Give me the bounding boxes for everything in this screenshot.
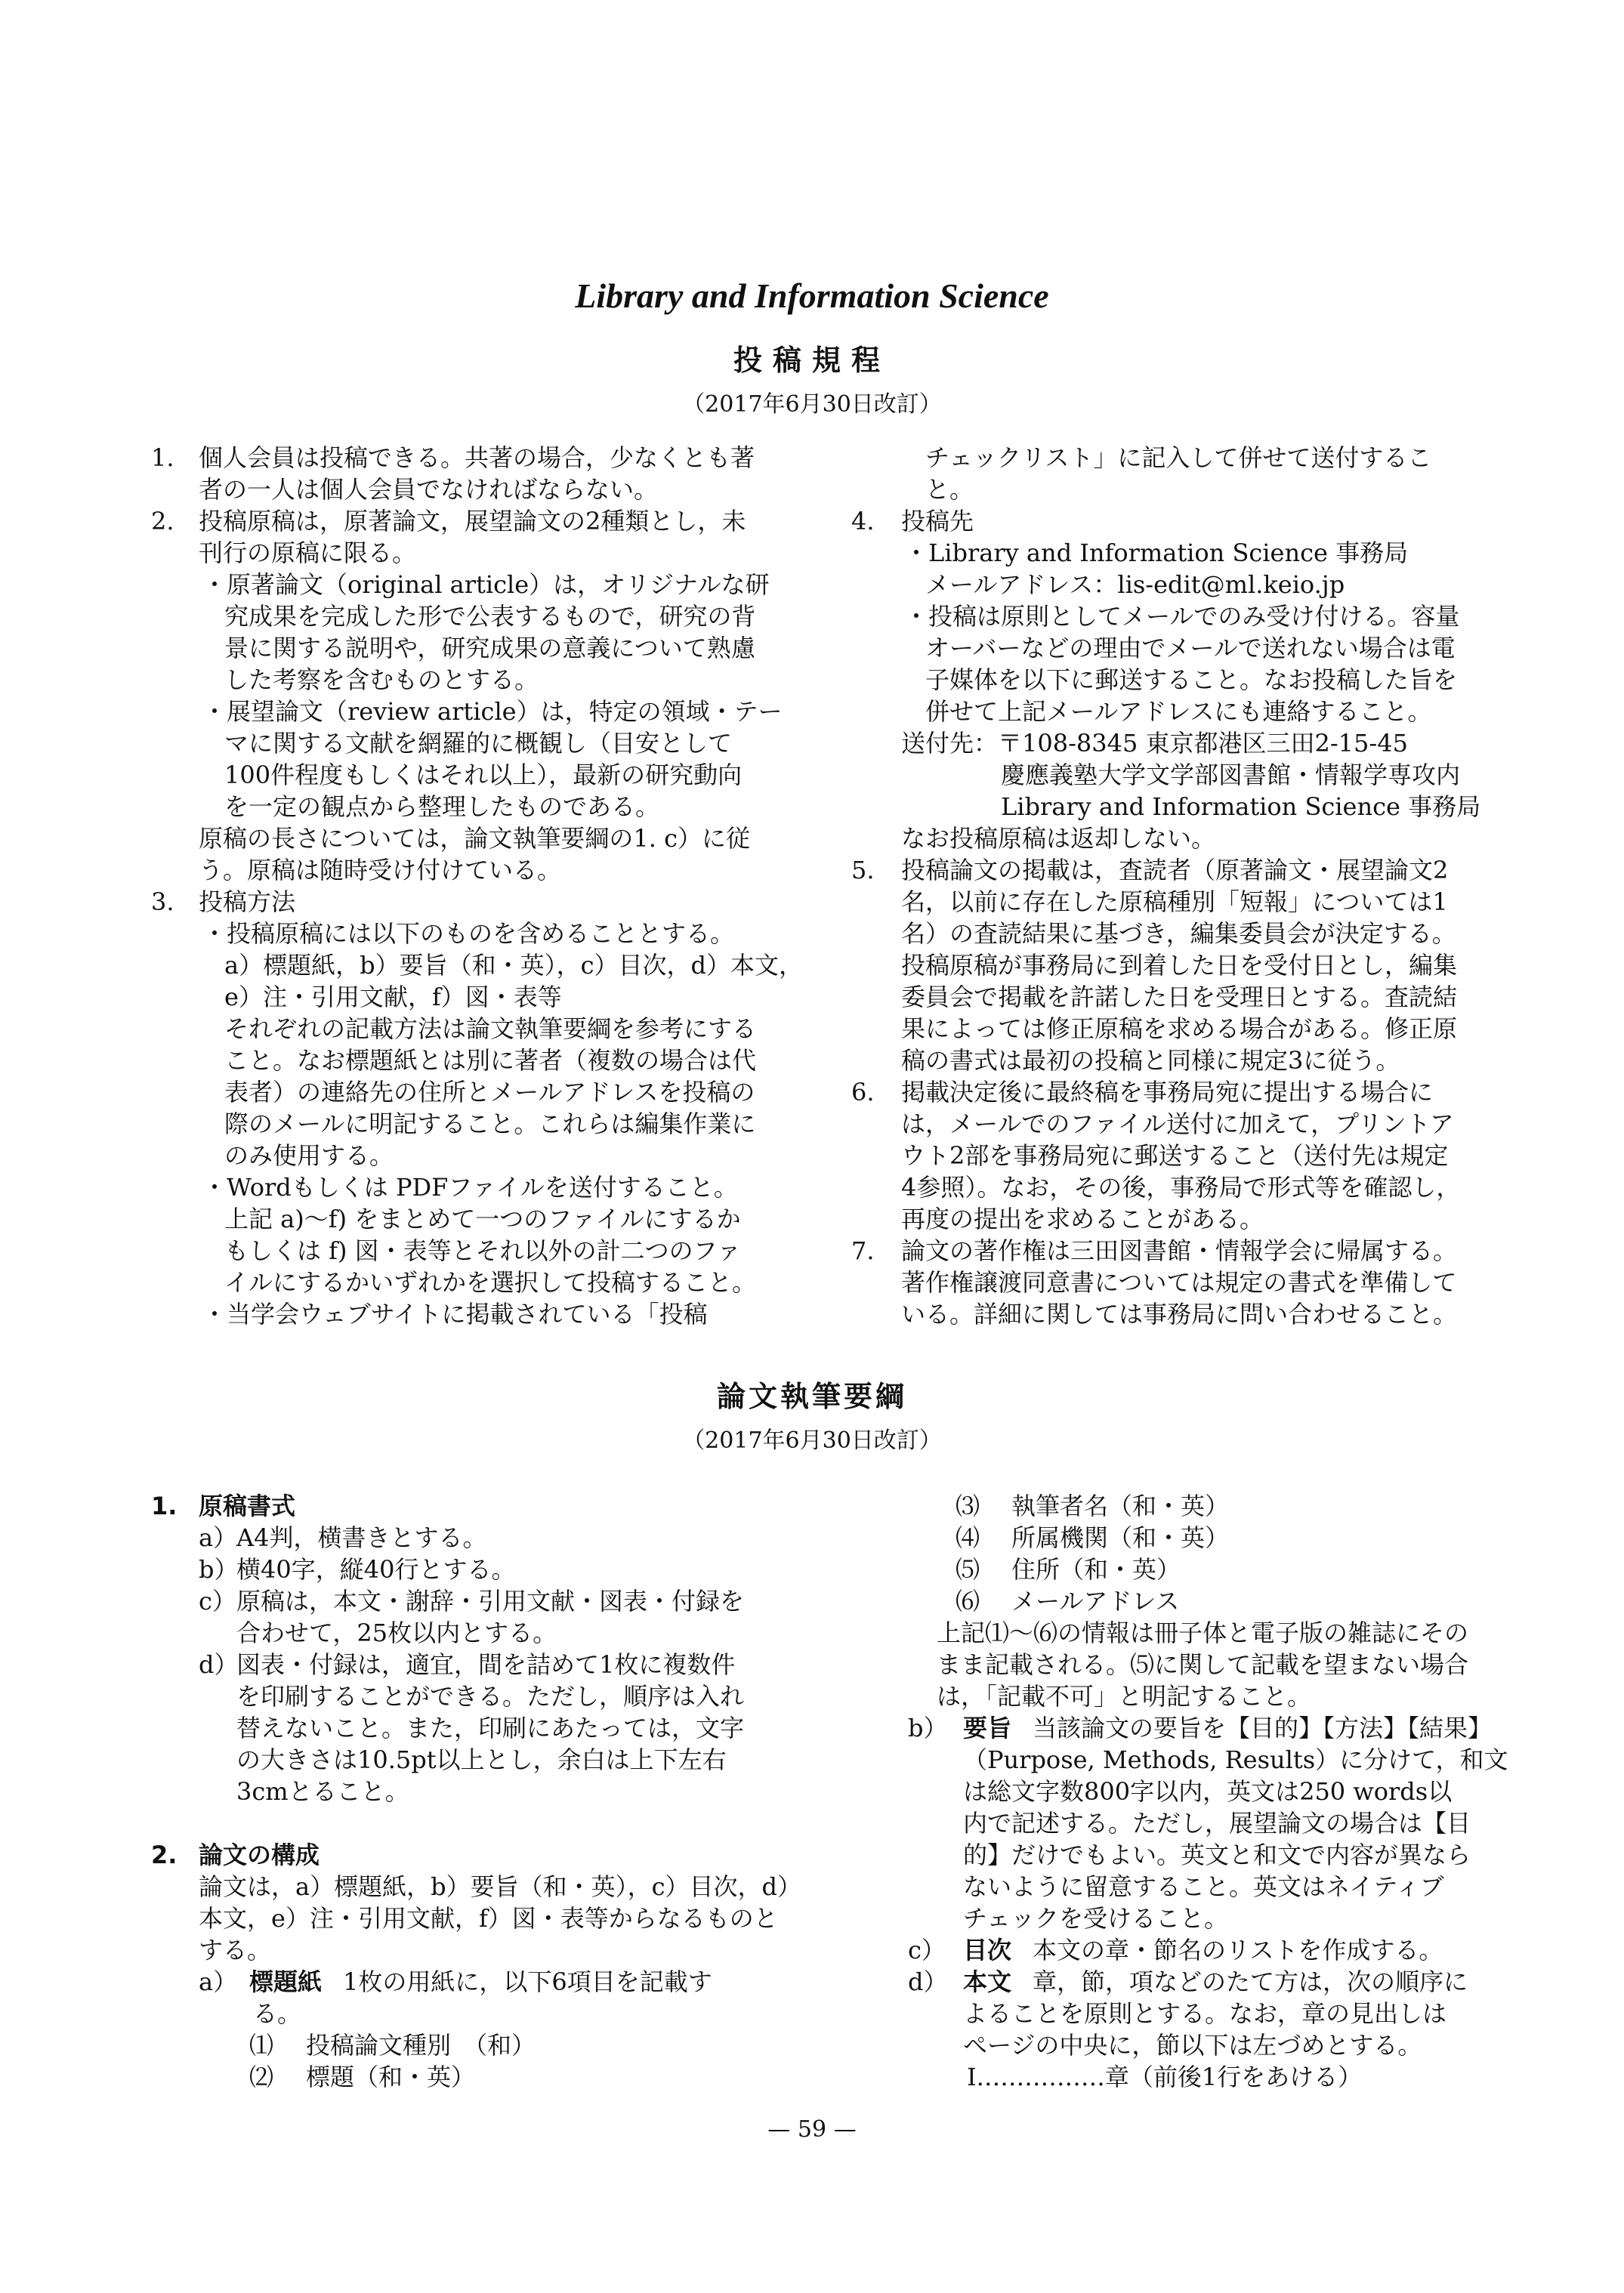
text-line [224, 1140, 394, 1171]
line-text: 際のメールに明記すること。これらは編集作業に [224, 1109, 756, 1138]
line-text: 投稿方法 [199, 887, 296, 916]
text-line [224, 1235, 741, 1267]
text-line [925, 569, 1345, 600]
text-line [224, 727, 732, 759]
text-line [236, 1554, 515, 1585]
text-line [901, 1140, 1448, 1171]
text-line [224, 664, 539, 696]
line-text: メールアドレス：lis-edit@ml.keio.jp [925, 570, 1345, 599]
line-text: 者の一人は個人会員でなければならない。 [199, 475, 659, 504]
text-line [925, 442, 1431, 474]
text-line [901, 1045, 1400, 1076]
guidelines-title: 論文執筆要綱 [716, 1380, 907, 1413]
text-line [236, 1712, 744, 1744]
text-line [1011, 1490, 1229, 1522]
line-text: 著作権譲渡同意書については規定の書式を準備して [901, 1268, 1457, 1297]
journal-title: Library and Information Science [575, 276, 1049, 315]
line-text: 委員会で掲載を許諾した日を受理日とする。査読結 [901, 983, 1458, 1011]
line-text: ウト2部を事務局宛に郵送すること（送付先は規定 [901, 1141, 1449, 1170]
text-line [199, 474, 658, 505]
text-line [901, 1076, 1433, 1108]
line-text: 内で記述する。ただし，展望論文の場合は【目 [963, 1809, 1471, 1838]
text-line [236, 1680, 744, 1712]
line-text: チェックリスト」に記入して併せて送付するこ [925, 443, 1432, 472]
term-label: 目次 [963, 1936, 1012, 1964]
text-line [901, 854, 1448, 886]
line-text: 所属機関（和・英） [1011, 1523, 1230, 1552]
text-line [904, 537, 1408, 569]
line-text: した考察を含むものとする。 [224, 665, 539, 694]
item-number: ⑹ [956, 1587, 980, 1616]
text-line [236, 1585, 744, 1617]
line-text: 投稿論文の掲載は，査読者（原著論文・展望論文2 [901, 856, 1449, 884]
line-text: 名，以前に存在した原稿種別「短報」については1 [901, 887, 1448, 916]
line-text: 執筆者名（和・英） [1011, 1492, 1230, 1520]
line-text: 投稿論文種別 （和） [306, 2031, 536, 2060]
text-line [224, 791, 659, 822]
line-text: 稿の書式は最初の投稿と同様に規定3に従う。 [901, 1046, 1400, 1075]
line-text: まま記載される。⑸に関して記載を望まない場合 [937, 1650, 1469, 1679]
text-line [904, 600, 1459, 632]
text-line [224, 949, 803, 981]
text-line [963, 1998, 1446, 2029]
text-line [236, 1522, 486, 1554]
line-text: する。 [199, 1936, 272, 1964]
line-text: いる。詳細に関しては事務局に問い合わせること。 [901, 1300, 1458, 1329]
item-number: 6. [851, 1078, 875, 1106]
item-number: d） [199, 1650, 239, 1679]
line-text: 投稿原稿は，原著論文，展望論文の2種類とし，未 [199, 507, 746, 535]
item-number: b） [199, 1555, 239, 1584]
text-line [199, 1871, 801, 1903]
line-text: なお投稿原稿は返却しない。 [901, 824, 1216, 853]
text-line [963, 1871, 1444, 1903]
text-line [1011, 1522, 1229, 1554]
line-text: イルにするかいずれかを選択して投稿すること。 [224, 1268, 757, 1297]
line-text: る。 [253, 1999, 302, 2028]
line-text: I.……………章（前後1行をあける） [967, 2063, 1363, 2091]
line-text: 景に関する説明や，研究成果の意義について熟慮 [224, 634, 755, 662]
item-number: 7. [851, 1236, 875, 1265]
text-line [199, 822, 750, 854]
line-text: を印刷することができる。ただし，順序は入れ [236, 1682, 745, 1711]
item-number: 2. [151, 507, 174, 535]
line-text: 標題（和・英） [306, 2063, 476, 2091]
text-line [1011, 1585, 1179, 1617]
item-number: a） [199, 1967, 238, 1996]
text-line [901, 949, 1457, 981]
text-line [901, 1108, 1454, 1140]
text-line [925, 696, 1431, 727]
item-number: 1. [151, 1492, 178, 1520]
line-text: 併せて上記メールアドレスにも連絡すること。 [925, 697, 1432, 726]
line-text: ないように留意すること。英文はネイティブ [963, 1872, 1444, 1901]
text-line [967, 2061, 1362, 2093]
item-number: d） [908, 1967, 948, 1996]
line-text: 当該論文の要旨を【目的】【方法】【結果】 [1033, 1714, 1493, 1742]
text-line [901, 1267, 1456, 1298]
line-text: よることを原則とする。なお，章の見出しは [963, 1999, 1447, 2028]
text-line [236, 1776, 409, 1807]
line-text: 本文，e）注・引用文献，f）図・表等からなるものと [199, 1904, 778, 1933]
line-text: 原稿書式 [199, 1492, 296, 1520]
line-text: 論文は，a）標題紙，b）要旨（和・英），c）目次，d） [199, 1872, 801, 1901]
line-text: 論文の著作権は三田図書館・情報学会に帰属する。 [901, 1236, 1458, 1265]
line-text: ・展望論文（review article）は，特定の領域・テー [202, 697, 783, 726]
line-text: の大きさは10.5pt以上とし，余白は上下左右 [236, 1745, 727, 1774]
line-text: a）標題紙，b）要旨（和・英），c）目次，d）本文， [224, 951, 803, 980]
line-text: 掲載決定後に最終稿を事務局宛に提出する場合に [901, 1078, 1434, 1106]
text-line [963, 1807, 1471, 1839]
line-text: 3cmとること。 [236, 1777, 409, 1806]
line-text: 表者）の連絡先の住所とメールアドレスを投稿の [224, 1078, 755, 1106]
text-line [963, 2029, 1422, 2061]
text-line [199, 1903, 778, 1934]
item-number: ⑴ [249, 2031, 274, 2060]
item-number: c） [199, 1587, 236, 1616]
line-text: は，メールでのファイル送付に加えて，プリントア [901, 1109, 1454, 1138]
line-text: オーバーなどの理由でメールで送れない場合は電 [925, 634, 1456, 662]
item-number: b） [908, 1714, 948, 1742]
line-text: ・当学会ウェブサイトに掲載されている「投稿 [202, 1300, 708, 1329]
text-line [937, 1680, 1311, 1712]
text-line [199, 505, 746, 537]
line-text: 横40字，縦40行とする。 [236, 1555, 516, 1584]
text-line [306, 2029, 536, 2061]
line-text: 的】だけでもよい。英文と和文で内容が異なら [963, 1841, 1471, 1869]
line-text: 1枚の用紙に，以下6項目を記載す [343, 1967, 712, 1996]
text-line [901, 981, 1457, 1013]
line-text: 上記 a)～f) をまとめて一つのファイルにするか [224, 1205, 741, 1233]
line-text: 慶應義塾大学文学部図書館・情報学専攻内 [1001, 761, 1461, 789]
line-text: 原稿は，本文・謝辞・引用文献・図表・付録を [236, 1587, 745, 1616]
text-line [925, 664, 1457, 696]
line-text: もしくは f) 図・表等とそれ以外の計二つのファ [224, 1236, 742, 1265]
section-heading [199, 1839, 320, 1871]
text-line [901, 1298, 1457, 1330]
text-line [963, 1934, 1443, 1966]
line-text: Library and Information Science 事務局 [1001, 792, 1481, 821]
line-text: 投稿原稿が事務局に到着した日を受付日とし，編集 [901, 951, 1458, 980]
text-line [199, 537, 416, 569]
line-text: マに関する文献を網羅的に概観し（目安として [224, 729, 733, 758]
line-text: 個人会員は投稿できる。共著の場合，少なくとも著 [199, 443, 755, 472]
text-line [1011, 1554, 1181, 1585]
line-text: ・投稿は原則としてメールでのみ受け付ける。容量 [904, 602, 1460, 631]
line-text: 送付先：〒108-8345 東京都港区三田2-15-45 [901, 729, 1408, 758]
text-line [224, 600, 755, 632]
line-text: メールアドレス [1011, 1587, 1180, 1616]
line-text: 替えないこと。また，印刷にあたっては，文字 [236, 1714, 745, 1742]
text-line [937, 1617, 1468, 1649]
text-line [963, 1744, 1508, 1776]
text-line [236, 1617, 557, 1649]
text-line [202, 696, 783, 727]
line-text: 100件程度もしくはそれ以上），最新の研究動向 [224, 761, 743, 789]
line-text: 章，節，項などのたて方は，次の順序に [1033, 1967, 1468, 1996]
line-text: を一定の観点から整理したものである。 [224, 792, 660, 821]
text-line [963, 1903, 1228, 1934]
line-text: 原稿の長さについては，論文執筆要綱の1. c）に従 [199, 824, 750, 853]
line-text: 合わせて，25枚以内とする。 [236, 1619, 557, 1647]
rules-revision-date: （2017年6月30日改訂） [682, 391, 942, 418]
text-line [199, 886, 295, 918]
text-line [901, 1171, 1460, 1203]
line-text: 住所（和・英） [1011, 1555, 1181, 1584]
line-text: 再度の提出を求めることがある。 [901, 1205, 1264, 1233]
text-line [199, 442, 755, 474]
page-number: — 59 — [767, 2116, 857, 2143]
guidelines-revision-date: （2017年6月30日改訂） [682, 1427, 942, 1454]
line-text: それぞれの記載方法は論文執筆要綱を参考にする [224, 1014, 757, 1043]
line-text: ・投稿原稿には以下のものを含めることとする。 [202, 919, 735, 948]
text-line [963, 1712, 1492, 1744]
item-number: 4. [851, 507, 875, 535]
text-line [224, 1013, 756, 1045]
text-line [1001, 759, 1460, 791]
text-line [901, 505, 974, 537]
text-line [199, 854, 561, 886]
line-text: 論文の構成 [199, 1841, 320, 1869]
text-line [202, 1171, 738, 1203]
rules-title: 投稿規程 [733, 344, 891, 377]
line-text: 投稿先 [901, 507, 974, 535]
text-line [224, 1076, 755, 1108]
text-line [925, 632, 1456, 664]
text-line [901, 1235, 1457, 1267]
line-text: 4参照）。なお，その後，事務局で形式等を確認し， [901, 1173, 1461, 1202]
line-text: チェックを受けること。 [963, 1904, 1229, 1933]
text-line [963, 1839, 1471, 1871]
section-heading [199, 1490, 295, 1522]
text-line [937, 1649, 1468, 1680]
term-label: 本文 [963, 1967, 1012, 1996]
text-line [224, 632, 755, 664]
text-line [901, 886, 1448, 918]
item-number: ⑷ [956, 1523, 980, 1552]
line-text: 刊行の原稿に限る。 [199, 539, 417, 567]
text-line [963, 1966, 1468, 1998]
item-number: 2. [151, 1841, 178, 1869]
line-text: 名）の査読結果に基づき，編集委員会が決定する。 [901, 919, 1456, 948]
text-line [224, 1203, 741, 1235]
text-line [901, 1203, 1264, 1235]
text-line [224, 759, 742, 791]
text-line [202, 1298, 707, 1330]
text-line [236, 1649, 735, 1680]
item-number: ⑵ [249, 2063, 274, 2091]
text-line [199, 1934, 271, 1966]
item-number: ⑸ [956, 1555, 980, 1584]
text-line [306, 2061, 475, 2093]
item-number: 3. [151, 887, 174, 916]
line-text: う。原稿は随時受け付けている。 [199, 856, 562, 884]
text-line [249, 1966, 712, 1998]
line-text: のみ使用する。 [224, 1141, 394, 1170]
item-number: ⑶ [956, 1492, 980, 1520]
line-text: は総文字数800字以内，英文は250 words以 [963, 1777, 1453, 1806]
line-text: ページの中央に，節以下は左づめとする。 [963, 2031, 1422, 2060]
text-line [253, 1998, 301, 2029]
text-line [202, 918, 734, 949]
line-text: ・原著論文（original article）は，オリジナルな研 [202, 570, 770, 599]
text-line [925, 474, 974, 505]
text-line [224, 1108, 755, 1140]
item-number: 5. [851, 856, 875, 884]
text-line [224, 981, 562, 1013]
text-line [236, 1744, 727, 1776]
text-line [202, 569, 770, 600]
text-line [224, 1267, 756, 1298]
line-text: 果によっては修正原稿を求める場合がある。修正原 [901, 1014, 1458, 1043]
text-line [901, 822, 1215, 854]
line-text: こと。なお標題紙とは別に著者（複数の場合は代 [224, 1046, 757, 1075]
text-line [901, 918, 1456, 949]
line-text: と。 [925, 475, 974, 504]
line-text: 究成果を完成した形で公表するもので，研究の背 [224, 602, 756, 631]
text-line [963, 1776, 1452, 1807]
line-text: ・Wordもしくは PDFファイルを送付すること。 [202, 1173, 738, 1202]
text-line [901, 1013, 1457, 1045]
line-text: 本文の章・節名のリストを作成する。 [1033, 1936, 1443, 1964]
line-text: 上記⑴～⑹の情報は冊子体と電子版の雑誌にその [937, 1619, 1469, 1647]
line-text: は，「記載不可」と明記すること。 [937, 1682, 1312, 1711]
term-label: 標題紙 [249, 1967, 323, 1996]
line-text: （Purpose, Methods, Results）に分けて，和文 [963, 1745, 1508, 1774]
line-text: e）注・引用文献，f）図・表等 [224, 983, 562, 1011]
line-text: 子媒体を以下に郵送すること。なお投稿した旨を [925, 665, 1458, 694]
text-line [224, 1045, 756, 1076]
term-label: 要旨 [963, 1714, 1012, 1742]
item-number: 1. [151, 443, 174, 472]
line-text: 図表・付録は，適宜，間を詰めて1枚に複数件 [236, 1650, 736, 1679]
line-text: A4判，横書きとする。 [236, 1523, 487, 1552]
item-number: c） [908, 1936, 946, 1964]
line-text: ・Library and Information Science 事務局 [904, 539, 1409, 567]
item-number: a） [199, 1523, 238, 1552]
text-line [901, 727, 1408, 759]
text-line [1001, 791, 1480, 822]
